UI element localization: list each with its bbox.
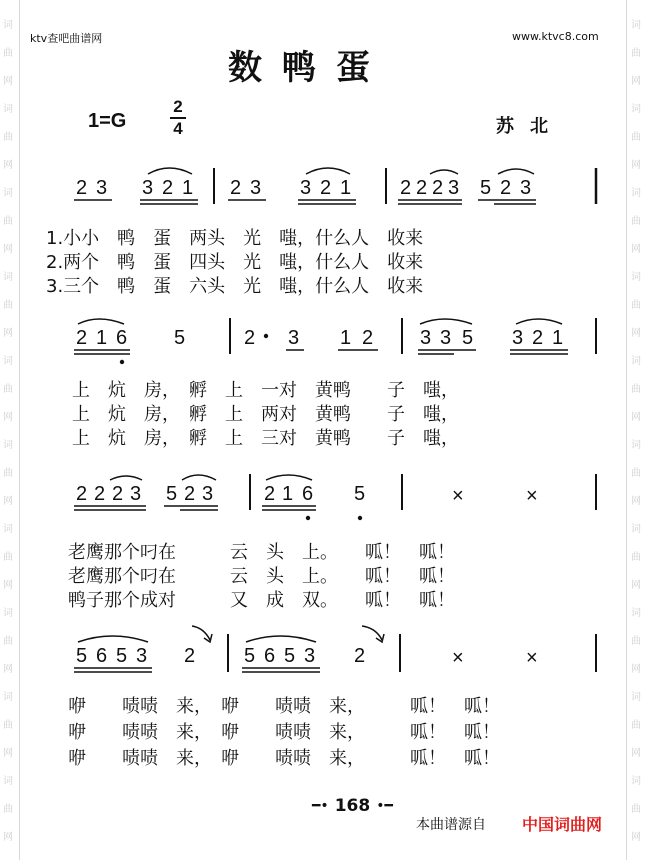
page-ornament-left: ━• <box>312 798 329 814</box>
source-label: 本曲谱源自 <box>416 817 486 833</box>
lyric-line: 鸭子那个成对 又 成 双。 呱！ 呱！ <box>68 590 455 611</box>
note-group-321a <box>140 168 198 204</box>
lyric-line: 老鹰那个叼在 云 头 上。 呱！ 呱！ <box>68 542 455 563</box>
side-watermark-char: 曲 <box>3 300 13 311</box>
svg-text:1: 1 <box>340 327 352 349</box>
clap-x4 <box>526 647 538 669</box>
clap-x3 <box>452 647 464 669</box>
note-group-2223 <box>398 170 462 204</box>
side-watermark-char: 曲 <box>3 48 13 59</box>
lyric-line: 2.两个 鸭 蛋 四头 光 嗤，什么人 收来 <box>46 252 424 273</box>
side-watermark-char: 词 <box>631 776 641 787</box>
svg-text:×: × <box>526 485 538 507</box>
note-2b <box>354 626 384 667</box>
note-5b <box>354 483 365 520</box>
side-watermark-char: 曲 <box>3 216 13 227</box>
side-watermark-char: 曲 <box>631 804 641 815</box>
svg-text:3: 3 <box>202 483 214 505</box>
notation-line-2 <box>64 310 608 370</box>
page-number-block <box>312 796 393 816</box>
right-watermark-column <box>626 0 646 860</box>
svg-text:3: 3 <box>136 645 148 667</box>
side-watermark-char: 曲 <box>631 384 641 395</box>
svg-text:2: 2 <box>244 327 256 349</box>
side-watermark-char: 网 <box>631 412 641 423</box>
side-watermark-char: 词 <box>3 776 13 787</box>
note-group-321b <box>298 168 356 204</box>
lyric-line: 咿 啧啧 来， 咿 啧啧 来， 呱！ 呱！ <box>68 722 500 743</box>
side-watermark-char: 曲 <box>631 636 641 647</box>
side-watermark-char: 词 <box>3 20 13 31</box>
svg-text:2: 2 <box>320 177 332 199</box>
svg-text:3: 3 <box>420 327 432 349</box>
side-watermark-char: 网 <box>631 76 641 87</box>
svg-text:2: 2 <box>354 645 366 667</box>
svg-text:5: 5 <box>480 177 492 199</box>
side-watermark-char: 词 <box>631 356 641 367</box>
svg-text:×: × <box>452 485 464 507</box>
side-watermark-char: 网 <box>631 160 641 171</box>
score-system-1 <box>46 160 608 297</box>
svg-text:3: 3 <box>96 177 108 199</box>
side-watermark-char: 词 <box>3 440 13 451</box>
svg-text:×: × <box>452 647 464 669</box>
side-watermark-char: 曲 <box>631 720 641 731</box>
side-watermark-char: 曲 <box>631 552 641 563</box>
note-5 <box>174 327 185 349</box>
side-watermark-char: 词 <box>3 188 13 199</box>
svg-text:5: 5 <box>462 327 474 349</box>
svg-text:1: 1 <box>282 483 294 505</box>
side-watermark-char: 词 <box>3 104 13 115</box>
svg-text:3: 3 <box>512 327 524 349</box>
side-watermark-char: 词 <box>3 524 13 535</box>
side-watermark-char: 曲 <box>3 552 13 563</box>
time-signature <box>168 98 188 138</box>
svg-text:5: 5 <box>354 483 366 505</box>
side-watermark-char: 词 <box>3 356 13 367</box>
note-group-321c <box>510 319 568 354</box>
svg-text:2: 2 <box>112 483 124 505</box>
note-group-5653b <box>242 636 320 672</box>
svg-text:2: 2 <box>76 483 88 505</box>
side-watermark-char: 网 <box>631 328 641 339</box>
lyric-line: 上 炕 房， 孵 上 一对 黄鸭 子 嗤， <box>72 380 459 401</box>
note-group-216b <box>262 475 316 520</box>
note-group-335 <box>418 319 476 354</box>
lyric-line: 1.小小 鸭 蛋 两头 光 嗤，什么人 收来 <box>46 228 424 249</box>
svg-text:6: 6 <box>264 645 276 667</box>
lyric-line: 3.三个 鸭 蛋 六头 光 嗤，什么人 收来 <box>46 276 424 297</box>
clap-x2 <box>526 485 538 507</box>
song-title: 数鸭蛋 <box>228 48 390 88</box>
svg-text:×: × <box>526 647 538 669</box>
svg-text:1: 1 <box>340 177 352 199</box>
svg-text:6: 6 <box>302 483 314 505</box>
note-group-2223b <box>74 476 146 510</box>
side-watermark-char: 词 <box>3 608 13 619</box>
svg-text:1: 1 <box>552 327 564 349</box>
score-system-3 <box>64 466 608 616</box>
side-watermark-char: 词 <box>631 440 641 451</box>
time-signature-bottom: 4 <box>173 119 183 138</box>
side-watermark-char: 网 <box>3 76 13 87</box>
svg-text:3: 3 <box>130 483 142 505</box>
side-watermark-char: 网 <box>631 496 641 507</box>
side-watermark-char: 词 <box>631 20 641 31</box>
note-group-23b <box>228 177 266 200</box>
side-watermark-char: 网 <box>3 832 13 843</box>
right-site-watermark: www.ktvc8.com <box>512 30 599 43</box>
notation-line-4 <box>64 622 608 682</box>
svg-text:6: 6 <box>96 645 108 667</box>
region-label: 苏北 <box>496 116 564 137</box>
svg-text:2: 2 <box>432 177 444 199</box>
side-watermark-char: 词 <box>631 608 641 619</box>
svg-text:5: 5 <box>116 645 128 667</box>
svg-text:2: 2 <box>184 645 196 667</box>
side-watermark-char: 网 <box>631 580 641 591</box>
svg-text:3: 3 <box>288 327 300 349</box>
side-watermark-char: 曲 <box>3 384 13 395</box>
side-watermark-char: 词 <box>631 692 641 703</box>
svg-text:3: 3 <box>520 177 532 199</box>
svg-text:2: 2 <box>400 177 412 199</box>
svg-text:2: 2 <box>184 483 196 505</box>
clap-x1 <box>452 485 464 507</box>
side-watermark-char: 词 <box>631 272 641 283</box>
svg-text:3: 3 <box>250 177 262 199</box>
side-watermark-char: 网 <box>631 832 641 843</box>
side-watermark-char: 网 <box>631 664 641 675</box>
svg-text:2: 2 <box>500 177 512 199</box>
side-watermark-char: 词 <box>631 104 641 115</box>
side-watermark-char: 网 <box>3 748 13 759</box>
lyric-line: 老鹰那个叼在 云 头 上。 呱！ 呱！ <box>68 566 455 587</box>
side-watermark-char: 曲 <box>3 636 13 647</box>
svg-text:2: 2 <box>416 177 428 199</box>
lyric-line: 咿 啧啧 来， 咿 啧啧 来， 呱！ 呱！ <box>68 748 500 769</box>
lyric-line: 上 炕 房， 孵 上 三对 黄鸭 子 嗤， <box>72 428 459 449</box>
svg-text:5: 5 <box>76 645 88 667</box>
svg-text:1: 1 <box>96 327 108 349</box>
note-group-12 <box>338 327 378 350</box>
svg-text:2: 2 <box>76 177 88 199</box>
side-watermark-char: 词 <box>3 272 13 283</box>
note-group-523 <box>478 169 536 204</box>
side-watermark-char: 网 <box>3 664 13 675</box>
source-brand: 中国词曲网 <box>522 815 603 834</box>
side-watermark-char: 曲 <box>631 48 641 59</box>
side-watermark-char: 曲 <box>3 720 13 731</box>
note-group-2dot3 <box>244 327 304 350</box>
svg-text:3: 3 <box>440 327 452 349</box>
side-watermark-char: 网 <box>631 748 641 759</box>
side-watermark-char: 网 <box>3 244 13 255</box>
note-2a <box>184 626 212 667</box>
note-group-216 <box>74 319 130 364</box>
svg-text:5: 5 <box>284 645 296 667</box>
svg-text:2: 2 <box>264 483 276 505</box>
svg-text:2: 2 <box>76 327 88 349</box>
svg-text:5: 5 <box>244 645 256 667</box>
svg-text:3: 3 <box>448 177 460 199</box>
lyric-line: 上 炕 房， 孵 上 两对 黄鸭 子 嗤， <box>72 404 459 425</box>
note-group-523b <box>164 475 218 510</box>
notation-line-3 <box>64 466 608 526</box>
side-watermark-char: 曲 <box>3 468 13 479</box>
left-border-line <box>19 0 20 860</box>
side-watermark-char: 曲 <box>3 132 13 143</box>
svg-text:5: 5 <box>166 483 178 505</box>
svg-text:2: 2 <box>532 327 544 349</box>
side-watermark-char: 曲 <box>3 804 13 815</box>
svg-text:3: 3 <box>300 177 312 199</box>
side-watermark-char: 曲 <box>631 300 641 311</box>
page-ornament-right: •━ <box>376 798 393 814</box>
notation-line-1 <box>64 160 608 220</box>
note-group-5653a <box>74 636 152 672</box>
note-group-23a <box>74 177 112 200</box>
page-number: 168 <box>334 796 371 816</box>
side-watermark-char: 词 <box>3 692 13 703</box>
svg-text:2: 2 <box>94 483 106 505</box>
key-signature: 1=G <box>88 110 127 132</box>
svg-text:5: 5 <box>174 327 186 349</box>
svg-text:2: 2 <box>230 177 242 199</box>
svg-text:3: 3 <box>304 645 316 667</box>
side-watermark-char: 网 <box>3 412 13 423</box>
time-signature-top: 2 <box>173 97 183 116</box>
side-watermark-char: 网 <box>631 244 641 255</box>
lyric-line: 咿 啧啧 来， 咿 啧啧 来， 呱！ 呱！ <box>68 696 500 717</box>
svg-text:2: 2 <box>162 177 174 199</box>
side-watermark-char: 网 <box>3 160 13 171</box>
right-border-line <box>626 0 627 860</box>
svg-text:6: 6 <box>116 327 128 349</box>
left-site-watermark: ktv查吧曲谱网 <box>30 32 103 45</box>
side-watermark-char: 网 <box>3 496 13 507</box>
score-system-2 <box>64 310 608 460</box>
left-watermark-column <box>0 0 20 860</box>
svg-text:1: 1 <box>182 177 194 199</box>
side-watermark-char: 曲 <box>631 468 641 479</box>
side-watermark-char: 曲 <box>631 132 641 143</box>
svg-text:2: 2 <box>362 327 374 349</box>
side-watermark-char: 词 <box>631 524 641 535</box>
side-watermark-char: 网 <box>3 580 13 591</box>
svg-text:3: 3 <box>142 177 154 199</box>
score-system-4 <box>64 622 608 782</box>
side-watermark-char: 词 <box>631 188 641 199</box>
side-watermark-char: 曲 <box>631 216 641 227</box>
side-watermark-char: 网 <box>3 328 13 339</box>
